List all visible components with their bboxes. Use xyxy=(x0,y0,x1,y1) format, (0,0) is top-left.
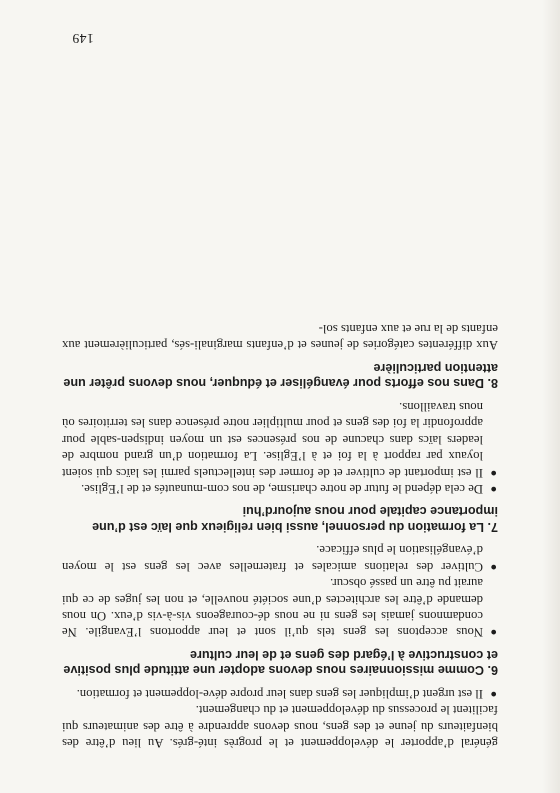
section-8 xyxy=(62,321,498,391)
section-heading: 8. Dans nos efforts pour évangéliser et éduquer, nous devons prêter une attention particulière xyxy=(63,361,498,391)
section-heading: 7. La formation du personnel, aussi bien religieux que laïc est d’une importance capitale pour nous aujourd’hui xyxy=(92,504,498,534)
list-item xyxy=(62,575,498,641)
list-item-text: Cultiver des relations amicales et fraternelles avec les gens est le moyen d’évangélisation le plus efficace. xyxy=(62,543,483,574)
list-item xyxy=(62,542,498,575)
list-item-text: De cela dépend le futur de notre charisme, de nos com-munautés et de l’Eglise. xyxy=(81,481,483,496)
bullet-icon: ● xyxy=(490,466,497,479)
section6-pre-list xyxy=(62,685,498,701)
list-item xyxy=(62,685,498,701)
bullet-icon: ● xyxy=(490,482,497,495)
bullet-icon: ● xyxy=(490,560,497,573)
intro-paragraph-block xyxy=(62,702,498,751)
bullet-icon: ● xyxy=(490,626,497,639)
section6-list xyxy=(62,542,498,640)
section-7 xyxy=(62,399,498,534)
list-item xyxy=(62,481,498,497)
page-gutter-shadow xyxy=(542,0,560,793)
section7-list xyxy=(62,399,498,497)
page-number: 149 xyxy=(72,31,94,46)
section-heading: 6. Comme missionnaires nous devons adopter une attitude plus positive et constructive à l’égard des gens et de leur culture xyxy=(63,647,498,678)
intro-paragraph: général d’apporter le développement et le progrès inté-grés. Au lieu d’être des bienfaiteurs du jeune et des gens, nous devons apprendre à être des animateurs qui facilitent le processus du développement et du changement. xyxy=(62,703,498,750)
list-item-text: Nous acceptons les gens tels qu’il sont et leur apportons l’Evangile. Ne condamnons jamais les gens ni ne nous dé-courageons vis-à-vis d’eux. On nous demande d’être les architectes d’une société nouvelle, et non les juges de ce qui aurait pu être un passé obscur. xyxy=(62,576,483,640)
section8-paragraph: Aux différentes catégories de jeunes et d’enfants marginali-sés, particulièrement aux enfants de la rue et aux enfants sol- xyxy=(62,322,498,353)
section-6 xyxy=(62,542,498,677)
list-item-text: Il est urgent d’impliquer les gens dans leur propre déve-loppement et formation. xyxy=(76,686,483,701)
section8-paragraph-block xyxy=(62,321,498,354)
bullet-icon: ● xyxy=(490,687,497,700)
page-content xyxy=(62,321,498,751)
list-item xyxy=(62,399,498,481)
list-item-text: Il est important de cultiver et de former des intellectuels parmi les laïcs qui soient loyaux par rapport à la foi et à l’Eglise. La formation d’un grand nombre de leaders laïcs dans chacune de nos présences est un moyen indispen-sable pour approfondir la foi des gens et pour multiplier notre présence dans les territoires où nous travaillons. xyxy=(62,399,483,480)
